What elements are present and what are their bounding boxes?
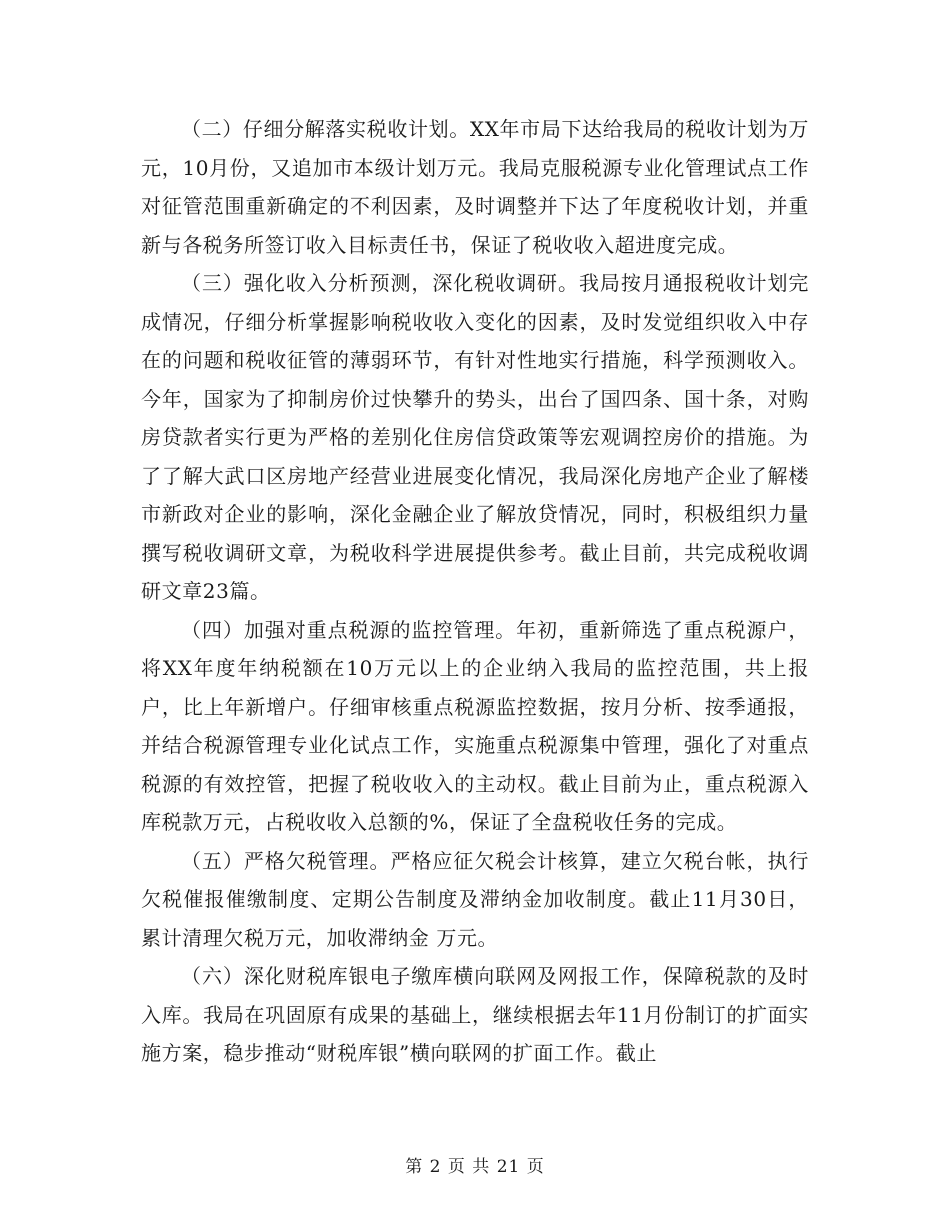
page-footer: [0, 1152, 950, 1177]
paragraph-2: （二）仔细分解落实税收计划。XX年市局下达给我局的税收计划为万元，10月份，又追加市本级计划万元。我局克服税源专业化管理试点工作对征管范围重新确定的不利因素，及时调整并下达了年度税收计划，并重新与各税务所签订收入目标责任书，保证了税收收入超进度完成。: [141, 117, 809, 257]
paragraph-6: （六）深化财税库银电子缴库横向联网及网报工作，保障税款的及时入库。我局在巩固原有成果的基础上，继续根据去年11月份制订的扩面实施方案，稳步推动“财税库银”横向联网的扩面工作。截止: [141, 964, 809, 1065]
document-body: [141, 110, 809, 1073]
page-number: 第 2 页 共 21 页: [405, 1157, 545, 1177]
paragraph-4: （四）加强对重点税源的监控管理。年初，重新筛选了重点税源户，将XX年度年纳税额在10万元以上的企业纳入我局的监控范围，共上报户，比上年新增户。仔细审核重点税源监控数据，按月分析、按季通报，并结合税源管理专业化试点工作，实施重点税源集中管理，强化了对重点税源的有效控管，把握了税收收入的主动权。截止目前为止，重点税源入库税款万元，占税收收入总额的%，保证了全盘税收任务的完成。: [141, 617, 809, 834]
paragraph-5: （五）严格欠税管理。严格应征欠税会计核算，建立欠税台帐，执行欠税催报催缴制度、定期公告制度及滞纳金加收制度。截止11月30日，累计清理欠税万元，加收滞纳金 万元。: [141, 848, 809, 950]
paragraph-3: （三）强化收入分析预测，深化税收调研。我局按月通报税收计划完成情况，仔细分析掌握影响税收收入变化的因素，及时发觉组织收入中存在的问题和税收征管的薄弱环节，有针对性地实行措施，科学预测收入。今年，国家为了抑制房价过快攀升的势头，出台了国四条、国十条，对购房贷款者实行更为严格的差别化住房信贷政策等宏观调控房价的措施。为了了解大武口区房地产经营业进展变化情况，我局深化房地产企业了解楼市新政对企业的影响，深化金融企业了解放贷情况，同时，积极组织力量撰写税收调研文章，为税收科学进展提供参考。截止目前，共完成税收调研文章23篇。: [141, 271, 809, 603]
